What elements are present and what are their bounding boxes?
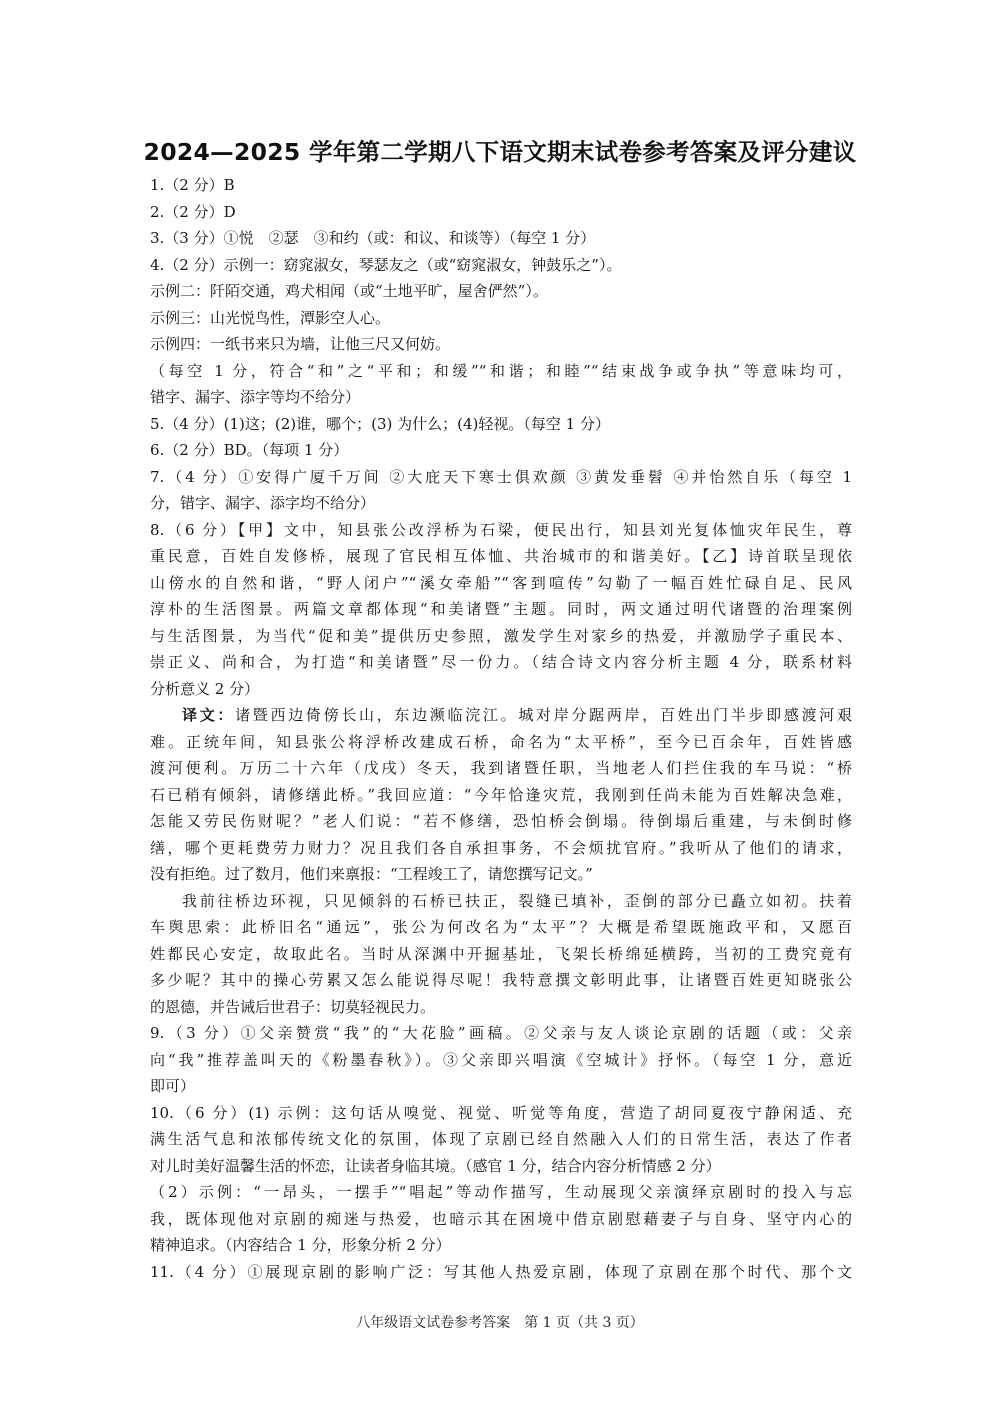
translation-line: 姓都民心安定，故取此名。当时从深渊中开掘基址，飞架长桥绵延横跨，当初的工费究竟有 xyxy=(150,944,852,963)
answer-line: 6.（2 分）BD。（每项 1 分） xyxy=(150,441,349,459)
translation-line: 难。正统年间，知县张公将浮桥改建成石桥，命名为“太平桥”，至今已百余年，百姓皆感 xyxy=(150,732,852,751)
translation-first-line xyxy=(150,702,852,729)
answer-line: 9.（3 分）①父亲赞赏“我”的“大花脸”画稿。②父亲与友人谈论京剧的话题（或：父亲 xyxy=(150,1024,852,1042)
answer-line: 分析意义 2 分） xyxy=(150,679,260,698)
answer-body xyxy=(150,172,852,1285)
answer-line: 向“我”推荐盖叫天的《粉墨春秋》）。③父亲即兴唱演《空城计》抒怀。（每空 1 分，意近 xyxy=(150,1050,852,1069)
answer-line: 淳朴的生活图景。两篇文章都体现“和美诸暨”主题。同时，两文通过明代诸暨的治理案例 xyxy=(150,600,852,618)
answer-line: 11.（4 分）①展现京剧的影响广泛：写其他人热爱京剧，体现了京剧在那个时代、那个文 xyxy=(150,1262,852,1281)
answer-line: 示例四：一纸书来只为墙，让他三尺又何妨。 xyxy=(150,335,451,353)
answer-line: 分，错字、漏字、添字均不给分） xyxy=(150,494,376,512)
translation-line: 车舆思索：此桥旧名“通远”，张公为何改名为“太平”？大概是希望既施政平和，又愿百 xyxy=(150,918,852,936)
answer-line: 山傍水的自然和谐，“野人闭户”“溪女牵船”“客到喧传”勾勒了一幅百姓忙碌自足、民风 xyxy=(150,573,852,592)
answer-line: 2.（2 分）D xyxy=(150,202,236,221)
answer-line: 示例二：阡陌交通，鸡犬相闻（或“土地平旷，屋舍俨然”）。 xyxy=(150,282,548,300)
answer-line: 对儿时美好温馨生活的怀恋，让读者身临其境。（感官 1 分，结合内容分析情感 2 分） xyxy=(150,1156,721,1175)
answer-line: 错字、漏字、添字等均不给分） xyxy=(150,388,361,406)
answer-line: 满生活气息和浓郁传统文化的氛围，体现了京剧已经自然融入人们的日常生活，表达了作者 xyxy=(150,1130,852,1148)
answer-line: 7.（4 分）①安得广厦千万间 ②大庇天下寒士俱欢颜 ③黄发垂髫 ④并怡然自乐（每空 1 xyxy=(150,467,852,486)
answer-line: 示例三：山光悦鸟性，潭影空人心。 xyxy=(150,308,391,327)
translation-label: 译文： xyxy=(182,706,236,724)
answer-line: 重民意，百姓自发修桥，展现了官民相互体恤、共治城市的和谐美好。【乙】诗首联呈现依 xyxy=(150,547,852,565)
answer-line: 8.（6 分）【甲】文中，知县张公改浮桥为石梁，便民出行，知县刘光复体恤灾年民生，尊 xyxy=(150,520,852,539)
translation-line: 多少呢？其中的操心劳累又怎么能说得尽呢！我特意撰文彰明此事，让诸暨百姓更知晓张公 xyxy=(150,971,852,989)
answer-line: 我，既体现他对京剧的痴迷与热爱，也暗示其在困境中借京剧慰藉妻子与自身、坚守内心的 xyxy=(150,1209,852,1228)
answer-line: 1.（2 分）B xyxy=(150,176,235,194)
answer-line: （2）示例：“一昂头，一摆手”“唱起”等动作描写，生动展现父亲演绎京剧时的投入与忘 xyxy=(150,1183,852,1201)
answer-line: 10.（6 分）(1) 示例：这句话从嗅觉、视觉、听觉等角度，营造了胡同夏夜宁静闲适、充 xyxy=(150,1103,852,1122)
answer-line: 与生活图景，为当代“促和美”提供历史参照，激发学生对家乡的热爱，并激励学子重民本、 xyxy=(150,626,852,645)
translation-line: 的恩德，并告诫后世君子：切莫轻视民力。 xyxy=(150,997,436,1016)
translation-line: 缮，哪个更耗费劳力财力？况且我们各自承担事务，不会烦扰官府。”我听从了他们的请求， xyxy=(150,838,852,857)
answer-line: 即可） xyxy=(150,1077,196,1095)
translation-line: 怎能又劳民伤财呢？”老人们说：“若不修缮，恐怕桥会倒塌。待倒塌后重建，与未倒时修 xyxy=(150,812,852,830)
translation-line: 没有拒绝。过了数月，他们来禀报：“工程竣工了，请您撰写记文。” xyxy=(150,865,593,883)
answer-line: 崇正义、尚和合，为打造“和美诸暨”尽一份力。（结合诗文内容分析主题 4 分，联系材料 xyxy=(150,653,852,671)
answer-line: 精神追求。（内容结合 1 分，形象分析 2 分） xyxy=(150,1236,451,1254)
answer-line: （每空 1 分，符合“和”之“平和；和缓”“和谐；和睦”“结束战争或争执”等意味均可， xyxy=(150,361,852,380)
translation-line: 石已稍有倾斜，请修缮此桥。”我回应道：“今年恰逢灾荒，我刚到任尚未能为百姓解决急难， xyxy=(150,785,852,804)
translation-line: 渡河便利。万历二十六年（戊戌）冬天，我到诸暨任职，当地老人们拦住我的车马说：“桥 xyxy=(150,759,852,777)
page-title: 2024—2025 学年第二学期八下语文期末试卷参考答案及评分建议 xyxy=(143,138,857,166)
answer-line: 3.（3 分）①悦 ②瑟 ③和约（或：和议、和谈等）（每空 1 分） xyxy=(150,229,596,247)
translation-text: 诸暨西边倚傍长山，东边濒临浣江。城对岸分踞两岸，百姓出门半步即感渡河艰 xyxy=(235,706,852,724)
answer-line: 5.（4 分）(1)这；(2)谁，哪个；(3) 为什么；(4)轻视。（每空 1 分） xyxy=(150,414,610,433)
page-footer: 八年级语文试卷参考答案 第 1 页（共 3 页） xyxy=(356,1315,644,1331)
answer-line: 4.（2 分）示例一：窈窕淑女，琴瑟友之（或“窈窕淑女，钟鼓乐之”）。 xyxy=(150,255,622,274)
translation-line: 我前往桥边环视，只见倾斜的石桥已扶正，裂缝已填补，歪倒的部分已矗立如初。扶着 xyxy=(182,891,852,910)
